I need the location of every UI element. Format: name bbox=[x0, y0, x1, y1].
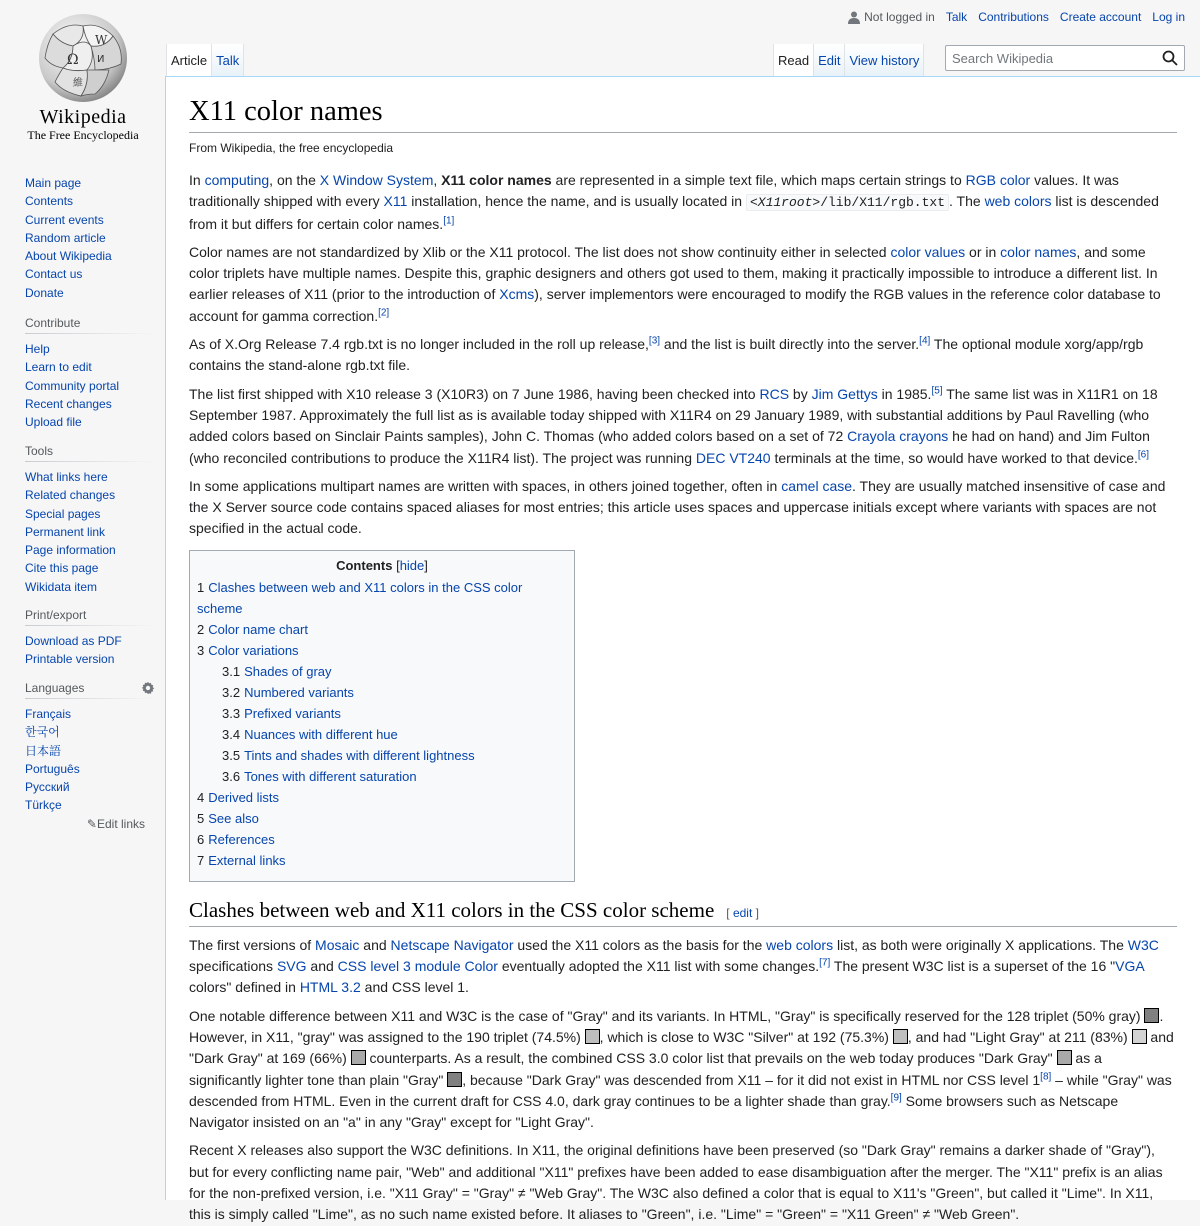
print-portal bbox=[25, 608, 155, 669]
svg-text:Ω: Ω bbox=[67, 52, 79, 68]
search-input[interactable] bbox=[945, 45, 1185, 71]
link-netscape[interactable]: Netscape Navigator bbox=[390, 936, 514, 953]
toc-item[interactable] bbox=[197, 577, 567, 619]
toc-link[interactable]: External links bbox=[208, 852, 286, 868]
toc-link[interactable]: Color name chart bbox=[208, 621, 308, 637]
rgb-path-code: <X11root>/lib/X11/rgb.txt bbox=[746, 194, 949, 211]
svg-text:W: W bbox=[95, 33, 108, 47]
sidebar-item-page-information[interactable]: Page information bbox=[25, 543, 116, 558]
link-rcs[interactable]: RCS bbox=[759, 385, 790, 402]
toc-number: 5 bbox=[197, 810, 205, 826]
link-mosaic[interactable]: Mosaic bbox=[315, 936, 360, 953]
sidebar bbox=[0, 0, 165, 1200]
toc-number: 2 bbox=[197, 621, 205, 637]
language-item-ko[interactable]: 한국어 bbox=[25, 725, 60, 740]
toc-item[interactable] bbox=[197, 661, 567, 682]
swatch-dark-gray-169 bbox=[351, 1050, 366, 1065]
toc-item[interactable] bbox=[197, 766, 567, 787]
sidebar-item-related-changes[interactable]: Related changes bbox=[25, 488, 116, 503]
toc-number: 4 bbox=[197, 789, 205, 805]
languages-heading bbox=[25, 681, 155, 699]
personal-tools bbox=[848, 10, 1185, 24]
contribute-portal bbox=[25, 316, 155, 431]
toc-link[interactable]: Color variations bbox=[208, 642, 299, 658]
section-edit-link[interactable]: edit bbox=[732, 905, 753, 920]
ref-3[interactable]: [3] bbox=[648, 335, 661, 347]
link-rgb-color[interactable]: RGB color bbox=[965, 172, 1031, 188]
sidebar-item-what-links-here[interactable]: What links here bbox=[25, 470, 108, 484]
sidebar-item-random-article[interactable]: Random article bbox=[25, 230, 106, 245]
toc-item[interactable] bbox=[197, 850, 567, 871]
sidebar-item-contents[interactable]: Contents bbox=[25, 194, 74, 209]
link-computing[interactable]: computing bbox=[204, 172, 270, 188]
toc-item[interactable] bbox=[197, 787, 567, 808]
link-html32[interactable]: HTML 3.2 bbox=[299, 979, 361, 996]
swatch-gray-190 bbox=[585, 1029, 600, 1044]
gear-icon[interactable] bbox=[141, 681, 155, 695]
languages-portal bbox=[25, 681, 155, 831]
sidebar-item-wikidata-item[interactable]: Wikidata item bbox=[25, 579, 98, 594]
toc-link[interactable]: Shades of gray bbox=[244, 663, 332, 679]
ref-8[interactable]: [8] bbox=[1040, 1070, 1052, 1082]
pencil-icon: ✎ bbox=[86, 816, 97, 831]
swatch-gray-128 bbox=[1144, 1008, 1159, 1023]
toc-link[interactable]: Derived lists bbox=[208, 789, 280, 805]
toc-item[interactable] bbox=[197, 745, 567, 766]
svg-text:И: И bbox=[97, 54, 105, 65]
tab-view-history[interactable]: View history bbox=[845, 44, 924, 76]
navigation-portal bbox=[25, 174, 155, 302]
toc-item[interactable] bbox=[197, 619, 567, 640]
swatch-dark-gray-169-b bbox=[1057, 1050, 1072, 1065]
sidebar-item-recent-changes[interactable]: Recent changes bbox=[25, 396, 112, 411]
ref-5[interactable]: [5] bbox=[931, 385, 943, 397]
namespace-tabs bbox=[166, 44, 244, 76]
user-icon bbox=[848, 11, 860, 24]
contribute-heading: Contribute bbox=[25, 316, 155, 334]
sidebar-item-download-pdf[interactable]: Download as PDF bbox=[25, 634, 122, 648]
paragraph-history: The list first shipped with X10 release 3 (X10R3) on 7 June 1986, having been checked into RCS by Jim Gettys in 1985.[5] The same list was in X11R1 on 18 September 1987. Approximately the full list as is available today shipped with X11R4 on 29 January 1989, with substantial additions by Paul Ravelling (who added colors based on Sinclair Paints samples), John C. Thomas (who added colors based on a set of 72 Crayola crayons he had on hand) and Jim Fulton (who reconciled contributions to produce the X11R4 list). The project was running DEC VT240 terminals at the time, so would have worked to that device.[6] bbox=[189, 385, 1158, 466]
tools-heading: Tools bbox=[25, 444, 155, 462]
article-body bbox=[189, 170, 1177, 1226]
tab-talk[interactable]: Talk bbox=[212, 44, 244, 76]
toc-number: 3 bbox=[197, 642, 205, 658]
toc-number: 3.5 bbox=[222, 747, 241, 763]
toc-number: 1 bbox=[197, 579, 205, 595]
link-crayola[interactable]: Crayola crayons bbox=[847, 428, 949, 445]
link-xcms[interactable]: Xcms bbox=[499, 286, 535, 303]
link-dec-vt240[interactable]: DEC VT240 bbox=[695, 449, 771, 466]
site-subtitle: From Wikipedia, the free encyclopedia bbox=[189, 141, 394, 155]
toc-number: 3.3 bbox=[222, 705, 241, 721]
ref-6[interactable]: [6] bbox=[1137, 448, 1149, 460]
link-jim-gettys[interactable]: Jim Gettys bbox=[811, 385, 878, 402]
toc-number: 3.4 bbox=[222, 726, 241, 742]
print-heading: Print/export bbox=[25, 608, 155, 626]
toc-item[interactable] bbox=[197, 703, 567, 724]
swatch-silver-192 bbox=[893, 1029, 908, 1044]
sidebar-item-upload-file[interactable]: Upload file bbox=[25, 415, 82, 430]
link-color-names[interactable]: color names bbox=[1000, 243, 1077, 260]
section-heading-clashes: Clashes between web and X11 colors in the CSS color scheme [ edit ] bbox=[189, 898, 1177, 927]
ref-1[interactable]: [1] bbox=[443, 214, 455, 226]
toc-link[interactable]: See also bbox=[208, 810, 259, 826]
sidebar-item-cite-this-page[interactable]: Cite this page bbox=[25, 561, 99, 576]
article-content bbox=[165, 76, 1200, 1223]
puzzle-globe-icon bbox=[33, 12, 133, 104]
link-svg[interactable]: SVG bbox=[276, 958, 307, 975]
toc-number: 3.1 bbox=[222, 663, 241, 679]
link-color-values[interactable]: color values bbox=[890, 243, 966, 260]
link-vga[interactable]: VGA bbox=[1115, 958, 1144, 975]
talk-link[interactable]: Talk bbox=[945, 10, 968, 24]
view-tabs bbox=[773, 44, 924, 76]
contributions-link[interactable]: Contributions bbox=[978, 10, 1049, 24]
toc-item[interactable] bbox=[197, 829, 567, 850]
sidebar-item-current-events[interactable]: Current events bbox=[25, 212, 104, 227]
swatch-light-gray-211 bbox=[1132, 1029, 1147, 1044]
toc-item[interactable] bbox=[197, 724, 567, 745]
svg-text:維: 維 bbox=[73, 78, 83, 89]
sidebar-item-learn-to-edit[interactable]: Learn to edit bbox=[25, 360, 92, 375]
logo-wordmark: Wikipedia bbox=[39, 106, 127, 128]
link-web-colors[interactable]: web colors bbox=[984, 193, 1052, 210]
link-x-window-system[interactable]: X Window System bbox=[319, 172, 434, 188]
edit-links[interactable] bbox=[25, 817, 155, 831]
tools-portal bbox=[25, 444, 155, 596]
page-title: X11 color names bbox=[189, 96, 1177, 133]
ref-7[interactable]: [7] bbox=[819, 957, 831, 969]
sidebar-item-contact[interactable]: Contact us bbox=[25, 267, 83, 282]
ref-2[interactable]: [2] bbox=[378, 307, 390, 319]
language-item-pt[interactable]: Português bbox=[25, 761, 80, 776]
tab-read[interactable]: Read bbox=[773, 44, 814, 76]
language-item-ru[interactable]: Русский bbox=[25, 780, 70, 795]
toc-title: Contents [hide] bbox=[336, 557, 428, 573]
toc-number: 3.6 bbox=[222, 768, 241, 784]
paragraph-recent-x: Recent X releases also support the W3C definitions. In X11, the original definitions have been preserved (so "Dark Gray" remains a darker shade of "Gray"), but for every conflicting name pair, "Web" and additional "X11" prefixes have been added to ease disambiguation after the merger. The "X11" prefix is an alias for the non-prefixed version, i.e. "X11 Gray" = "Gray" ≠ "Web Gray". The W3C also defined a color that is equal to X11's "Green", but called it "Lime". In X11, this is simply called "Lime", as no such name existed before. It aliases to "Green", i.e. "Lime" = "Green" = "X11 Green" ≠ "Web Green". bbox=[189, 1142, 1163, 1223]
toc-link[interactable]: Nuances with different hue bbox=[244, 726, 398, 742]
language-item-fr[interactable]: Français bbox=[25, 707, 72, 721]
table-of-contents bbox=[189, 550, 575, 882]
link-camel-case[interactable]: camel case bbox=[781, 477, 853, 494]
paragraph-web-colors: The first versions of Mosaic and Netscape Navigator used the X11 colors as the basis for the web colors list, as both were originally X applications. The W3C specifications SVG and CSS level 3 module Color eventually adopted the X11 list with some changes.[7] The present W3C list is a superset of the 16 "VGA colors" defined in HTML 3.2 and CSS level 1. bbox=[189, 936, 1159, 996]
search-icon[interactable] bbox=[1162, 50, 1178, 66]
toc-link[interactable]: Tints and shades with different lightness bbox=[244, 747, 475, 763]
toc-number: 6 bbox=[197, 831, 205, 847]
sidebar-item-special-pages[interactable]: Special pages bbox=[25, 506, 101, 521]
paragraph-naming: In some applications multipart names are written with spaces, in others joined together, often in camel case. They are usually matched insensitive of case and the X Server source code contains spaced aliases for most entries; this article uses spaces and uppercase initials except where variants with spaces are not specified in the actual code. bbox=[189, 477, 1166, 537]
sidebar-item-help[interactable]: Help bbox=[25, 342, 50, 356]
sidebar-item-printable-version[interactable]: Printable version bbox=[25, 652, 115, 667]
toc-link[interactable]: Tones with different saturation bbox=[244, 768, 417, 784]
link-web-colors-2[interactable]: web colors bbox=[766, 936, 834, 953]
wikipedia-logo[interactable] bbox=[22, 12, 144, 147]
edit-links-label: Edit links bbox=[96, 816, 145, 831]
paragraph-xorg: As of X.Org Release 7.4 rgb.txt is no longer included in the roll up release,[3] and the list is built directly into the server.[4] The optional module xorg/app/rgb contains the stand-alone rgb.txt file. bbox=[189, 335, 1144, 374]
sidebar-item-permanent-link[interactable]: Permanent link bbox=[25, 524, 106, 539]
section-edit: [ edit ] bbox=[726, 905, 759, 920]
toc-link[interactable]: Numbered variants bbox=[244, 684, 354, 700]
tab-article[interactable]: Article bbox=[166, 44, 212, 76]
language-item-tr[interactable]: Türkçe bbox=[25, 798, 62, 813]
sidebar-item-donate[interactable]: Donate bbox=[25, 285, 64, 300]
not-logged-in-label: Not logged in bbox=[864, 10, 935, 24]
language-item-ja[interactable]: 日本語 bbox=[25, 743, 62, 758]
create-account-link[interactable]: Create account bbox=[1059, 10, 1142, 24]
tab-edit[interactable]: Edit bbox=[814, 44, 845, 76]
ref-9[interactable]: [9] bbox=[890, 1092, 902, 1104]
link-x11[interactable]: X11 bbox=[383, 193, 408, 210]
paragraph-intro: In computing, on the X Window System, X11 color names are represented in a simple text file, which maps certain strings to RGB color values. It was traditionally shipped with every X11 installation, hence the name, and is usually located in <X11root>/lib/X11/rgb.txt . The web colors list is descended from it but differs for certain color names.[1] bbox=[189, 172, 1159, 232]
link-w3c[interactable]: W3C bbox=[1127, 936, 1159, 953]
toc-list bbox=[197, 577, 567, 871]
search-placeholder: Search Wikipedia bbox=[952, 51, 1054, 66]
toc-item[interactable] bbox=[197, 682, 567, 703]
sidebar-item-about[interactable]: About Wikipedia bbox=[25, 249, 112, 264]
logo-tagline: The Free Encyclopedia bbox=[27, 128, 139, 142]
ref-4[interactable]: [4] bbox=[919, 335, 931, 347]
toc-link[interactable]: Clashes between web and X11 colors in the CSS color scheme bbox=[197, 579, 523, 616]
toc-link[interactable]: Prefixed variants bbox=[244, 705, 341, 721]
toc-link[interactable]: References bbox=[208, 831, 275, 847]
navigation-list bbox=[25, 174, 155, 302]
log-in-link[interactable]: Log in bbox=[1152, 10, 1185, 24]
toc-hide-toggle[interactable]: hide bbox=[399, 557, 425, 573]
paragraph-gray-difference: One notable difference between X11 and W3C is the case of "Gray" and its variants. In HTML, "Gray" is specifically reserved for the 128 triplet (50% gray) . However, in X11, "gray" was assigned to the 190 triplet (74.5%) , which is close to W3C "Silver" at 192 (75.3%) , and had "Light Gray" at 211 (83%) and "Dark Gray" at 169 (66%) counterparts. As a result, the combined CSS 3.0 color list that prevails on the web today produces "Dark Gray" as a significantly lighter tone than plain "Gray" , because "Dark Gray" was descended from X11 – for it did not exist in HTML nor CSS level 1[8] – while "Gray" was descended from HTML. Even in the current draft for CSS 4.0, dark gray continues to be a lighter shade than gray.[9] Some browsers such as Netscape Navigator insisted on an "a" in any "Gray" except for "Light Gray". bbox=[189, 1007, 1174, 1131]
link-css3-color[interactable]: CSS level 3 module Color bbox=[337, 958, 498, 975]
paragraph-standardization: Color names are not standardized by Xlib or the X11 protocol. The list does not show continuity either in selected color values or in color names, and some color triplets have multiple names. Despite this, graphic designers and others got used to them, making it practically impossible to introduce a different list. In earlier releases of X11 (prior to the introduction of Xcms), server implementors were encouraged to modify the RGB values in the reference color database to account for gamma correction.[2] bbox=[189, 243, 1161, 324]
languages-heading-label: Languages bbox=[25, 681, 85, 695]
toc-item[interactable] bbox=[197, 640, 567, 661]
toc-item[interactable] bbox=[197, 808, 567, 829]
swatch-gray-128-b bbox=[447, 1072, 462, 1087]
toc-number: 3.2 bbox=[222, 684, 241, 700]
sidebar-item-community-portal[interactable]: Community portal bbox=[25, 378, 120, 393]
not-logged-in bbox=[848, 10, 935, 24]
toc-number: 7 bbox=[197, 852, 205, 868]
sidebar-item-main-page[interactable]: Main page bbox=[25, 176, 82, 190]
